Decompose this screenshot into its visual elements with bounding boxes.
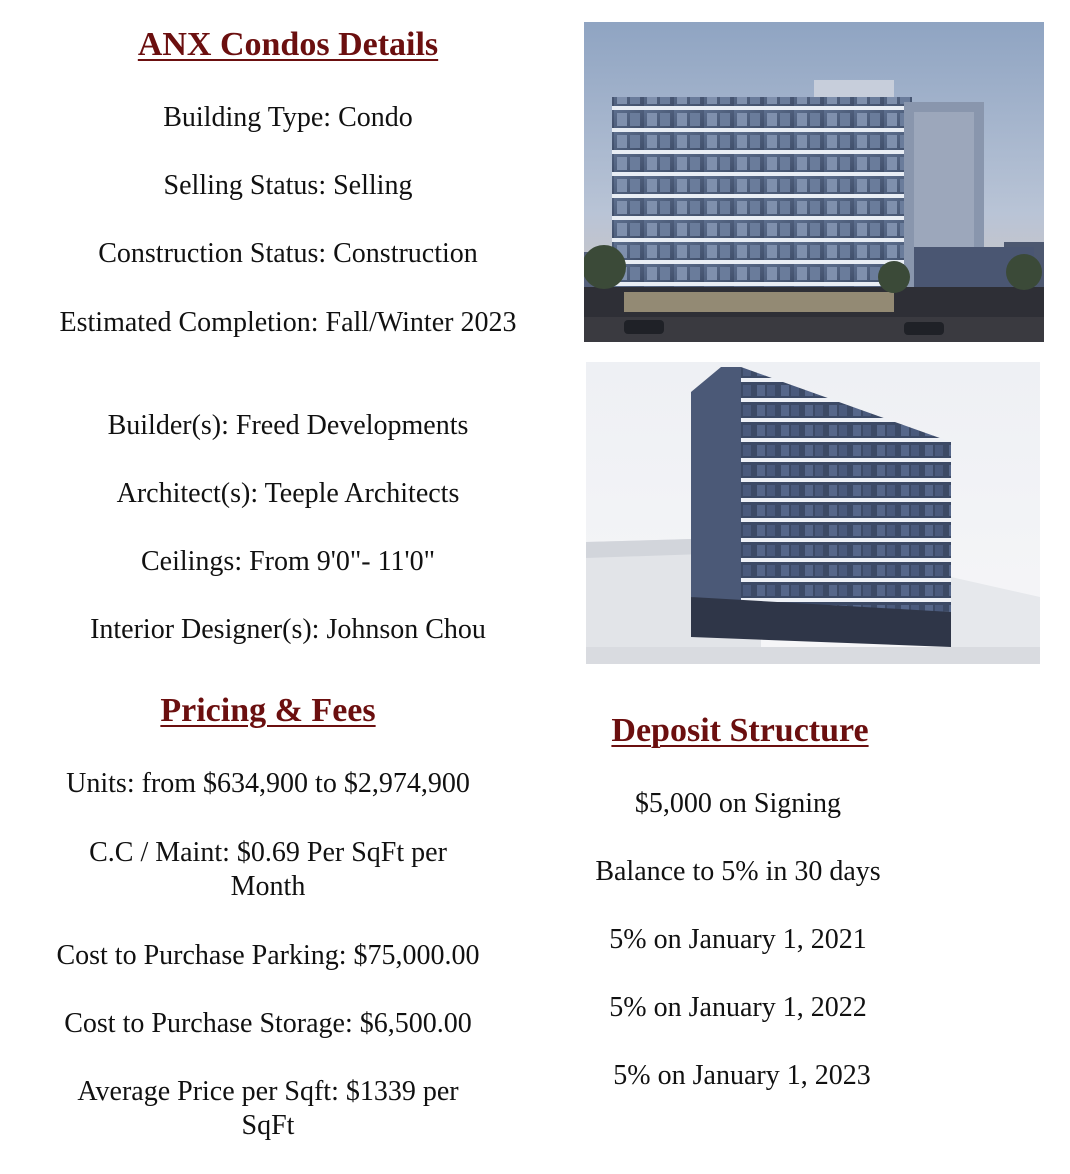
pricing-average-price: Average Price per Sqft: $1339 per SqFt <box>77 1076 459 1141</box>
detail-interior-designers: Interior Designer(s): Johnson Chou <box>90 614 486 645</box>
pricing-maintenance: C.C / Maint: $0.69 Per SqFt per Month <box>89 837 447 902</box>
deposit-2023: 5% on January 1, 2023 <box>613 1060 871 1091</box>
deposit-2022: 5% on January 1, 2022 <box>609 992 867 1023</box>
pricing-heading: Pricing & Fees <box>160 692 376 729</box>
deposit-balance: Balance to 5% in 30 days <box>595 856 881 887</box>
deposit-heading: Deposit Structure <box>611 712 869 749</box>
building-photo-day <box>586 362 1040 664</box>
detail-selling-status: Selling Status: Selling <box>163 170 413 201</box>
building-evening-illustration <box>584 22 1044 342</box>
details-heading: ANX Condos Details <box>137 26 439 63</box>
pricing-parking: Cost to Purchase Parking: $75,000.00 <box>56 940 480 971</box>
building-photo-evening <box>584 22 1044 342</box>
deposit-signing: $5,000 on Signing <box>634 788 842 819</box>
detail-building-type: Building Type: Condo <box>163 102 413 133</box>
detail-construction-status: Construction Status: Construction <box>98 238 478 269</box>
detail-builders: Builder(s): Freed Developments <box>107 410 469 441</box>
deposit-2021: 5% on January 1, 2021 <box>609 924 867 955</box>
pricing-units: Units: from $634,900 to $2,974,900 <box>66 768 470 799</box>
pricing-storage: Cost to Purchase Storage: $6,500.00 <box>64 1008 472 1039</box>
detail-architects: Architect(s): Teeple Architects <box>116 478 460 509</box>
building-day-illustration <box>586 362 1040 664</box>
detail-estimated-completion: Estimated Completion: Fall/Winter 2023 <box>59 307 517 338</box>
detail-ceilings: Ceilings: From 9'0"- 11'0" <box>140 546 436 577</box>
